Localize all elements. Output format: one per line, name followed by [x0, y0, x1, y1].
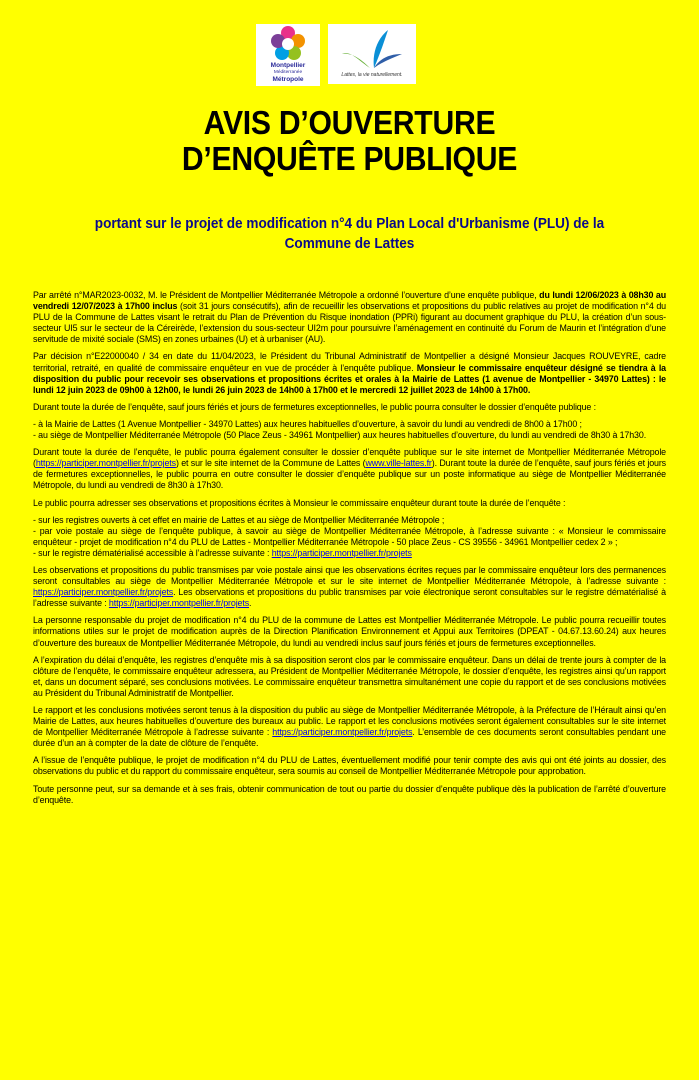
paragraph-commissioner: Par décision n°E22000040 / 34 en date du 11/04/2023, le Président du Tribunal Administratif de Montpellier a désigné Monsieur Jacques ROUVEYRE, cadre territorial, retraité, en qualité de commissaire enquêteur en vue de procéder à l’enquête publique. Monsieur le commissaire enquêteur désigné se tiendra à la disposition du public pour recevoir ses observations et propositions écrites et orales à la Mairie de Lattes (1 avenue de Montpellier - 34970 Lattes) : le lundi 12 juin 2023 de 09h00 à 12h00, le lundi 26 juin 2023 de 14h00 à 17h00 et le mercredi 12 juillet 2023 de 14h00 à 17h00. [33, 351, 666, 395]
paragraph-decree: Par arrêté n°MAR2023-0032, M. le Président de Montpellier Méditerranée Métropole a ordonné l’ouverture d’une enquête publique, du lundi 12/06/2023 à 08h30 au vendredi 12/07/2023 à 17h00 inclus (soit 31 jours consécutifs), afin de recueillir les observations et propositions du public relatives au projet de modification n°4 du PLU de la Commune de Lattes visant le retrait du Plan de Prévention du Risque inondation (PPRi) figurant au document graphique du PLU, la création d’un sous-secteur UI5 sur le secteur de la Céreirède, l’extension du sous-secteur UI2m pour poursuivre l’aménagement en continuité du Forum de Maurin et l’intégration d’une servitude de mixité sociale (SMS) en zones urbaines (U) et à urbaniser (AU). [33, 290, 666, 345]
mtp-logo-line2: Méditerranée [273, 70, 303, 75]
flower-logo-icon [256, 24, 320, 64]
participer-link[interactable]: https://participer.montpellier.fr/projets [271, 547, 412, 558]
subtitle-line-1: portant sur le projet de modification n°4 du Plan Local d'Urbanisme (PLU) de la [94, 216, 605, 232]
list-item: - sur les registres ouverts à cet effet en mairie de Lattes et au siège de Montpellier Méditerranée Métropole ; [33, 514, 445, 525]
list-item: - au siège de Montpellier Méditerranée Métropole (50 Place Zeus - 34961 Montpellier) aux heures habituelles d’ouverture, du lundi au vendredi de 8h30 à 17h30. [33, 430, 647, 441]
notice-body [33, 290, 666, 812]
paragraph-observations-intro: Le public pourra adresser ses observations et propositions écrites à Monsieur le commissaire enquêteur durant toute la durée de l’enquête : [33, 497, 566, 508]
page-subtitle [62, 214, 638, 254]
lattes-leaf-icon [328, 24, 416, 72]
paragraph-report: Le rapport et les conclusions motivées seront tenus à la disposition du public au siège de Montpellier Méditerranée Métropole, à la Préfecture de l’Hérault ainsi qu’en Mairie de Lattes, aux heures habituelles d’ouverture des bureaux au public. Le rapport et les conclusions motivées seront également consultables sur le site internet de Montpellier Méditerranée Métropole à l’adresse suivante : https://participer.montpellier.fr/projets. L’ensemble de ces documents seront consultables pendant une durée d’un an à compter de la date de clôture de l’enquête. [33, 705, 666, 749]
subtitle-line-2: Commune de Lattes [284, 236, 415, 252]
list-item: - par voie postale au siège de l’enquête publique, à savoir au siège de Montpellier Méditerranée Métropole, à l’adresse suivante : « Monsieur le commissaire enquêteur - projet de modification n°4 du PLU de Lattes - Montpellier Méditerranée Métropole - 50 place Zeus - CS 39556 - 34961 Montpellier cedex 2 » ; [33, 525, 666, 547]
title-line-2: D’ENQUÊTE PUBLIQUE [181, 141, 518, 178]
participer-link[interactable]: https://participer.montpellier.fr/projets [33, 587, 174, 598]
list-item: - à la Mairie de Lattes (1 Avenue Montpellier - 34970 Lattes) aux heures habituelles d’ouverture, à savoir du lundi au vendredi de 8h00 à 17h00 ; [33, 418, 582, 429]
paragraph-online-consultation: Durant toute la durée de l’enquête, le public pourra également consulter le dossier d’enquête publique sur le site internet de Montpellier Méditerranée Métropole (https://participer.montpellier.fr/projets) et sur le site internet de la Commune de Lattes (www.ville-lattes.fr). Durant toute la durée de l’enquête, sauf jours fériés et jours de fermetures exceptionnelles, le public pourra en outre consulter le dossier d’enquête publique sur un poste informatique au siège de Montpellier Méditerranée Métropole, du lundi au vendredi de 8h30 à 17h30. [33, 447, 666, 491]
title-line-1: AVIS D’OUVERTURE [203, 105, 496, 142]
lattes-tagline: Lattes, la vie naturellement. [341, 72, 403, 78]
participer-link[interactable]: https://participer.montpellier.fr/projets [35, 458, 176, 469]
mtp-logo-line1: Montpellier [270, 62, 306, 69]
paragraph-observations-publication: Les observations et propositions du public transmises par voie postale ainsi que les observations écrites reçues par le commissaire enquêteur lors des permanences seront consultables au siège de Montpellier Méditerranée Métropole et sur le site internet de Montpellier Méditerranée Métropole, à l’adresse suivante : https://participer.montpellier.fr/projets. Les observations et propositions du public transmises par voie électronique seront consultables sur le registre dématérialisé à l’adresse suivante : https://participer.montpellier.fr/projets. [33, 564, 666, 609]
paragraph-observations-channels [33, 515, 666, 559]
page-title [35, 106, 664, 178]
ville-lattes-link[interactable]: www.ville-lattes.fr [365, 458, 432, 469]
paragraph-consultation-places [33, 419, 666, 441]
montpellier-metropole-logo [256, 24, 320, 86]
paragraph-consultation-intro: Durant toute la durée de l’enquête, sauf jours fériés et jours de fermetures exceptionnelles, le public pourra consulter le dossier d’enquête publique : [33, 401, 596, 412]
paragraph-communication: Toute personne peut, sur sa demande et à ses frais, obtenir communication de tout ou partie du dossier d’enquête publique dès la publication de l’arrêté d’ouverture d’enquête. [33, 783, 666, 805]
paragraph-approval: A l’issue de l’enquête publique, le projet de modification n°4 du PLU de Lattes, éventuellement modifié pour tenir compte des avis qui ont été joints au dossier, des observations du public et du rapport du commissaire enquêteur, sera soumis au conseil de Montpellier Méditerranée Métropole pour approbation. [33, 755, 666, 777]
lattes-logo [328, 24, 416, 84]
participer-link[interactable]: https://participer.montpellier.fr/projets [108, 598, 250, 609]
list-item: - sur le registre dématérialisé accessible à l’adresse suivante : https://participer.montpellier.fr/projets [33, 547, 412, 558]
participer-link[interactable]: https://participer.montpellier.fr/projets [272, 727, 413, 738]
mtp-logo-line3: Métropole [272, 76, 304, 83]
paragraph-closure: A l’expiration du délai d’enquête, les registres d’enquête mis à sa disposition seront clos par le commissaire enquêteur. Dans un délai de trente jours à compter de la clôture de l’enquête, le commissaire enquêteur adressera, au Président de Montpellier Méditerranée Métropole, le dossier d’enquête, les registres ainsi qu’un rapport et, dans un document séparé, ses conclusions motivées. Le commissaire enquêteur transmettra simultanément une copie du rapport et de ses conclusions motivées au Président du Tribunal Administratif de Montpellier. [33, 654, 666, 698]
logo-bar [0, 24, 699, 86]
paragraph-responsible: La personne responsable du projet de modification n°4 du PLU de la commune de Lattes est Montpellier Méditerranée Métropole. Le public pourra recueillir toutes informations utiles sur le projet de modification auprès de la Direction Planification Environnement et Appui aux Territoires (DPEAT - 04.67.13.60.24) aux heures d’ouverture des bureaux de Montpellier Méditerranée Métropole, du lundi au vendredi inclus sauf jours fériés et jours de fermetures exceptionnelles. [33, 615, 666, 648]
